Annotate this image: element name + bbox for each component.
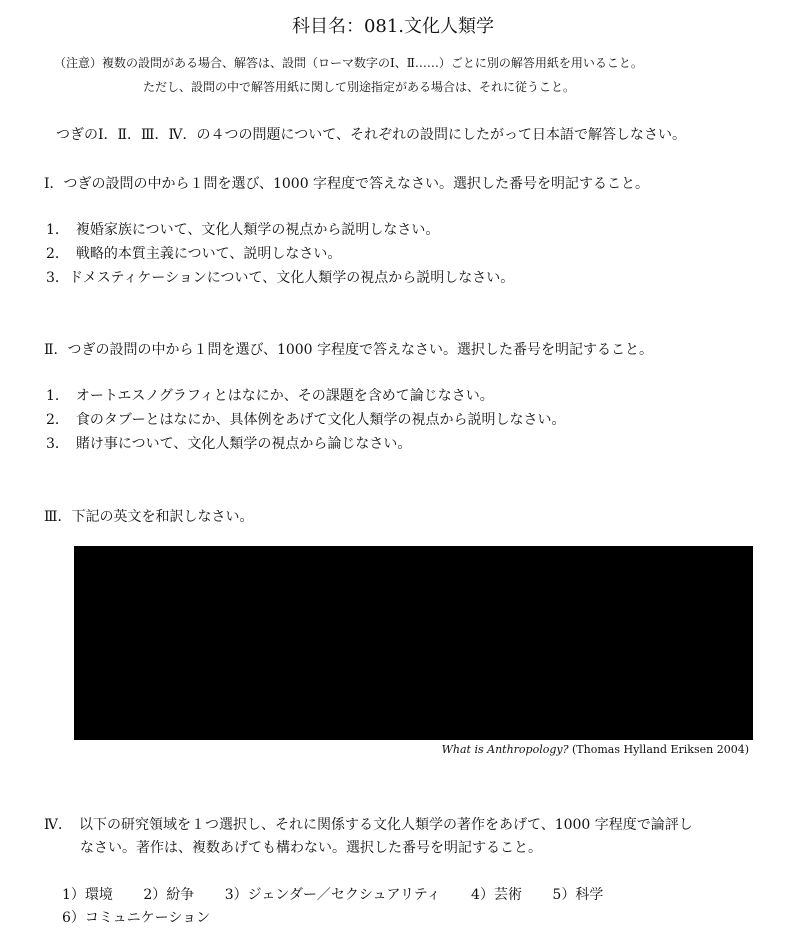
section-2-item-1: 1． オートエスノグラフィとはなにか、その課題を含めて論じなさい。 (46, 388, 494, 404)
section-3-heading: Ⅲ．下記の英文を和訳しなさい。 (44, 509, 254, 525)
section-2-heading: Ⅱ．つぎの設問の中から１問を選び、1000 字程度で答えなさい。選択した番号を明記すること。 (44, 342, 654, 358)
choice-list (62, 884, 629, 904)
choice-2: 2）紛争 (143, 887, 195, 903)
redacted-passage (74, 546, 753, 740)
choice-6: 6）コミュニケーション (62, 910, 211, 926)
section-2-item-2: 2． 食のタブーとはなにか、具体例をあげて文化人類学の視点から説明しなさい。 (46, 412, 566, 428)
section-1-item-3: 3．ドメスティケーションについて、文化人類学の視点から説明しなさい。 (46, 270, 515, 286)
section-4-line-2: なさい。著作は、複数あげても構わない。選択した番号を明記すること。 (80, 840, 542, 856)
choice-3: 3）ジェンダー／セクシュアリティ (224, 887, 441, 903)
note-line-1: （注意）複数の設問がある場合、解答は、設問（ローマ数字のⅠ、Ⅱ……）ごとに別の解答用紙を用いること。 (54, 56, 643, 70)
section-1-item-2: 2． 戦略的本質主義について、説明しなさい。 (46, 246, 342, 262)
citation-author: (Thomas Hylland Eriksen 2004) (568, 743, 749, 756)
choice-4: 4）芸術 (471, 887, 522, 903)
note-line-2: ただし、設問の中で解答用紙に関して別途指定がある場合は、それに従うこと。 (143, 80, 576, 94)
citation (442, 743, 749, 756)
choice-1: 1）環境 (62, 887, 113, 903)
section-2-item-3: 3． 賭け事について、文化人類学の視点から論じなさい。 (46, 436, 412, 452)
section-4-line-1: Ⅳ． 以下の研究領域を１つ選択し、それに関係する文化人類学の著作をあげて、1000 字程度で論評し (44, 817, 693, 833)
section-1-item-1: 1． 複婚家族について、文化人類学の視点から説明しなさい。 (46, 222, 440, 238)
choice-5: 5）科学 (552, 887, 604, 903)
section-1-heading: Ⅰ．つぎの設問の中から１問を選び、1000 字程度で答えなさい。選択した番号を明記すること。 (44, 176, 650, 192)
page-title: 科目名：081.文化人類学 (291, 16, 495, 37)
general-instruction: つぎのⅠ．Ⅱ．Ⅲ．Ⅳ．の４つの問題について、それぞれの設問にしたがって日本語で解答しなさい。 (56, 127, 686, 143)
citation-title: What is Anthropology? (441, 743, 569, 756)
